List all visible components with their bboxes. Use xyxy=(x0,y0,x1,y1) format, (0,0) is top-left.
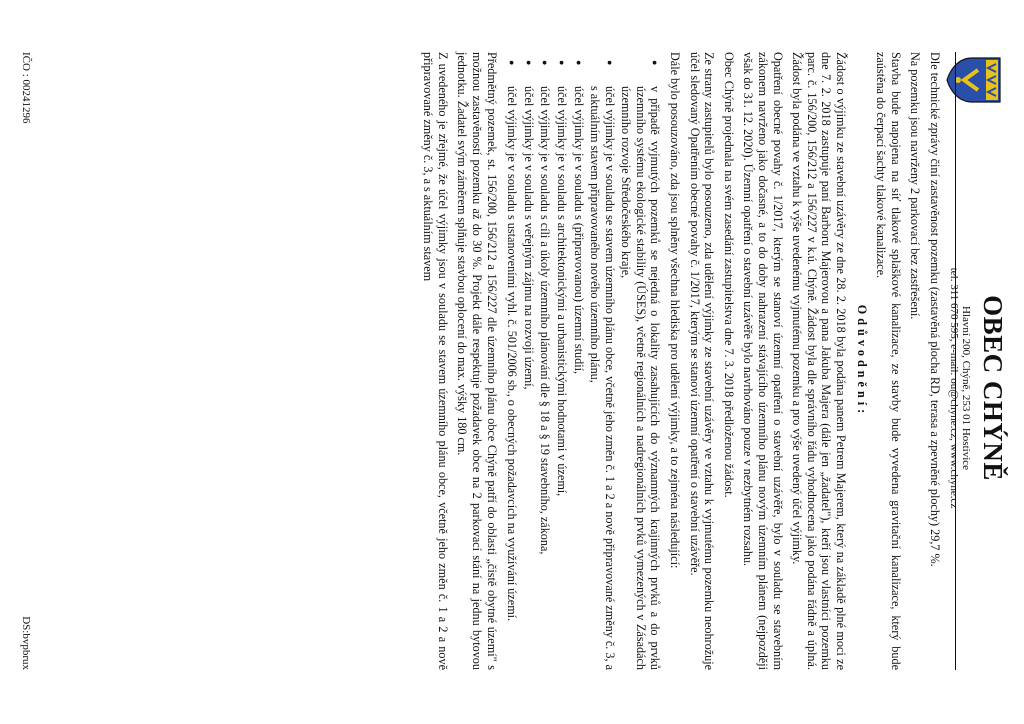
paragraph: Na pozemku jsou navrženy 2 parkovací bez zastřešení. xyxy=(908,52,923,320)
criteria-list xyxy=(505,52,663,670)
page-title: OBEC CHÝNĚ xyxy=(978,295,1008,481)
header-contact xyxy=(948,108,972,668)
paragraph: Z uvedeného je zřejmé, že účel výjimky jsou v souladu se stavem územního plánu obce, včetně jeho změn č. 1 a 2 a nově připravované změny č. 3, a s aktuálním stavem xyxy=(421,52,450,670)
list-item: ● v případě vyjmutých pozemků se nejedná o lokality zasahujících do významných krajinných prvků a do prvků územního systému ekologické stability (ÚSES), včetně regionálních a nadregionálních prvků vymezených v Zásadách územního rozvoje Středočeského kraje, xyxy=(619,86,663,670)
paragraph: Předmětný pozemek, st. 156/200, 156/212 a 156/227 dle územního plánu obce Chýně patří do oblasti „čistě obytné území" s možnou zastavěností pozemku až do 30 %. Projekt dále respektuje požadavek obce na 2 parkovací stání na jednu bytovou jednotku. Žadatel svým záměrem splňuje stavbou oplocení do max. výšky 180 cm. xyxy=(455,52,499,670)
paragraph: Opatření obecné povahy č. 1/2017, kterým se stanoví územní opatření o stavební uzávěře, bylo v souladu se stavebním zákonem navrženo jako dočasné, a to do doby nahrazení stávajícího územního plánu novým územním plánem (nejpozději však do 31. 12. 2020). Územní opatření o stavební uzávěře bylo navrhováno pouze v nezbytném rozsahu. xyxy=(741,52,785,670)
paragraph: Stavba bude napojena na síť tlakové splaškové kanalizace, ze stavby bude vyvedena gravitační kanalizace, který bude zaústěna do čerpací šachty tlakové kanalizace. xyxy=(874,52,903,670)
list-item: ● účel výjimky je v souladu s veřejným zájmu na rozvoji území, xyxy=(521,86,536,670)
list-item: ● účel výjimky je v souladu se stavem územního plánu obce, včetně jeho změn č. 1 a 2 a nově připravované změny č. 3, a s aktuálním stavem připravovaného nového územního plánu, xyxy=(588,86,617,670)
footer-ico: IČO : 00241296 xyxy=(20,52,32,124)
paragraph: Dále bylo posouzováno, zda jsou splněny všechna hlediska pro udělení výjimky, a to zejména následující: xyxy=(668,52,683,569)
footer-data-box: DS:bvpbrux xyxy=(20,616,32,670)
section-heading: Odůvodnění: xyxy=(854,304,869,418)
document-body xyxy=(416,52,942,670)
list-item: ● účel výjimky je v souladu s (připravovanou) územní studií, xyxy=(571,86,586,670)
list-item: ● účel výjimky je v souladu s ustanoveními vyhl. č. 501/2006 sb., o obecných požadavcích na využívání území. xyxy=(505,86,520,670)
header-address: Hlavní 200, Chýně, 253 01 Hostivice xyxy=(960,305,972,471)
header-divider xyxy=(955,52,956,670)
list-item: ● účel výjimky je v souladu s architektonickými a urbanistickými hodnotami v území, xyxy=(554,86,569,670)
paragraph: Dle technické zprávy činí zastavěnost pozemku (zastavěná plocha RD, terasa a zpevněné plochy) 29,7 %. xyxy=(928,52,942,567)
list-item: ● účel výjimky je v souladu s cíli a úkoly územního plánování dle § 18 a § 19 stavebního, zákona, xyxy=(538,86,553,670)
paragraph: Ze strany zastupitelů bylo posouzeno, zda udělení výjimky ze stavební uzávěry ve vztahu k vyjmutému pozemku neohrožuje účel sledovaný Opatřením obecné povahy č. 1/2017, kterým se stanoví územní opatření o stavební uzávěře. xyxy=(687,52,717,670)
paragraph: Žádost o výjimku ze stavební uzávěry ze dne 28. 2. 2018 byla podána panem Petrem Majerem, který na základě plné moci ze dne 7. 2. 2018 zastupuje paní Barboru Majerovou a pana Jakuba Majera (dále jen „žadatel"), kteří jsou vlastníci pozemku parc. č. 156/200, 156/212 a 156/227 v k.ú. Chýně. Žádost byla dle správního řádu vyhodnocena jako podána řádně a úplná. Žádost byla podána ve vztahu k výše uvedenému vyjmutému pozemku a pro výše uvedený účel výjimky. xyxy=(790,52,849,670)
paragraph: Obec Chýně projednala na svém zasedání zastupitelstva dne 7. 3. 2018 předloženou žádost. xyxy=(721,52,736,498)
header-contact-line: tel. 311 670 595, e-mail: ou@chyne.cz, www.chyne.cz xyxy=(948,267,960,509)
